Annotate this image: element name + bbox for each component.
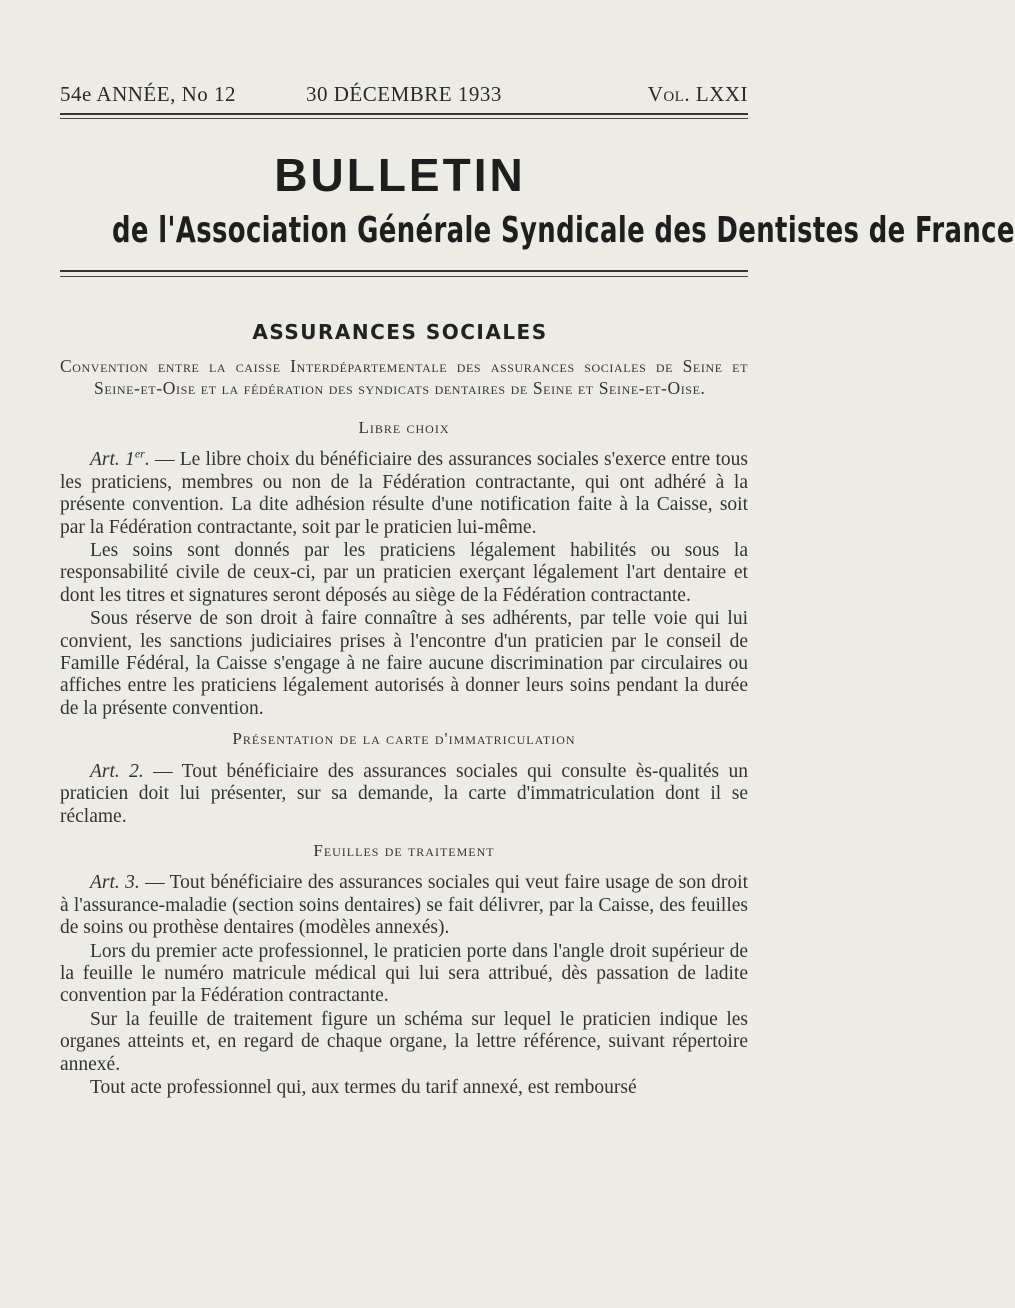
art2-paragraph: Art. 2. — Tout bénéficiaire des assurances sociales qui consulte ès-qualités un praticien doit lui présenter, sur sa demande, la carte d'immatriculation dont il se réclame. xyxy=(60,760,748,827)
convention-text: entre la caisse Interdépartementale des assurances sociales de Seine et Seine-et-Oise et la fédération des syndicats dentaires de Seine et Seine-et-Oise. xyxy=(94,356,748,398)
heading-feuilles-traitement: Feuilles de traitement xyxy=(313,840,495,860)
heading-presentation-carte: Présentation de la carte d'immatriculation xyxy=(232,729,576,749)
issue-number: 54e ANNÉE, No 12 xyxy=(60,82,236,106)
convention-intro xyxy=(60,355,748,399)
issue-date: 30 DÉCEMBRE 1933 xyxy=(306,82,502,106)
art3-paragraph-1: Art. 3. — Tout bénéficiaire des assurances sociales qui veut faire usage de son droit à l'assurance-maladie (section soins dentaires) se fait délivrer, par la Caisse, des feuilles de soins ou prothèse dentaires (modèles annexés). xyxy=(60,872,748,939)
volume-number: Vol. LXXI xyxy=(647,82,748,106)
convention-first-word: Convention xyxy=(60,356,149,376)
header-rule-bottom xyxy=(60,118,748,119)
art3-paragraph-4: Tout acte professionnel qui, aux termes du tarif annexé, est remboursé xyxy=(90,1076,637,1098)
art3-paragraph-3: Sur la feuille de traitement figure un schéma sur lequel le praticien indique les organes atteints et, en regard de chaque organe, la lettre référence, suivant répertoire annexé. xyxy=(60,1008,748,1075)
art1-paragraph-2: Les soins sont donnés par les praticiens légalement habilités ou sous la responsabilité civile de ceux-ci, par un praticien exerçant légalement l'art dentaire et dont les titres et signatures seront déposés au siège de la Fédération contractante. xyxy=(60,540,748,606)
section-title: ASSURANCES SOCIALES xyxy=(252,320,548,344)
masthead-rule-bottom xyxy=(60,276,748,277)
art3-label: Art. 3. xyxy=(90,872,140,894)
article-body xyxy=(60,355,748,1100)
masthead-rule-top xyxy=(60,270,748,272)
art1-paragraph-1: Art. 1er. — Le libre choix du bénéficiaire des assurances sociales s'exerce entre tous les praticiens, membres ou non de la Fédération contractante, qui ont adhéré à la présente convention. La dite adhésion résulte d'une notification faite à la Caisse, soit par la Fédération contractante, soit par le praticien lui-même. xyxy=(60,446,749,538)
art2-label: Art. 2. xyxy=(90,760,144,782)
masthead-title: BULLETIN xyxy=(274,149,526,201)
masthead-subtitle: de l'Association Générale Syndicale des Dentistes de France xyxy=(112,210,1015,251)
heading-libre-choix: Libre choix xyxy=(358,418,450,437)
header-rule-top xyxy=(60,113,748,115)
art1-paragraph-3: Sous réserve de son droit à faire connaître à ses adhérents, par telle voie qui lui convient, les sanctions judiciaires prises à l'encontre d'un praticien par le conseil de Famille Fédéral, la Caisse s'engage à ne faire aucune discrimination par circulaires ou affiches entre les praticiens légalement autorisés à donner leurs soins pendant la durée de la présente convention. xyxy=(60,608,748,719)
art3-paragraph-2: Lors du premier acte professionnel, le praticien porte dans l'angle droit supérieur de la feuille le numéro matricule médical qui lui sera attribué, dès passation de ladite convention par la Fédération contractante. xyxy=(60,940,748,1007)
art1-label: Art. 1er. xyxy=(90,446,150,471)
